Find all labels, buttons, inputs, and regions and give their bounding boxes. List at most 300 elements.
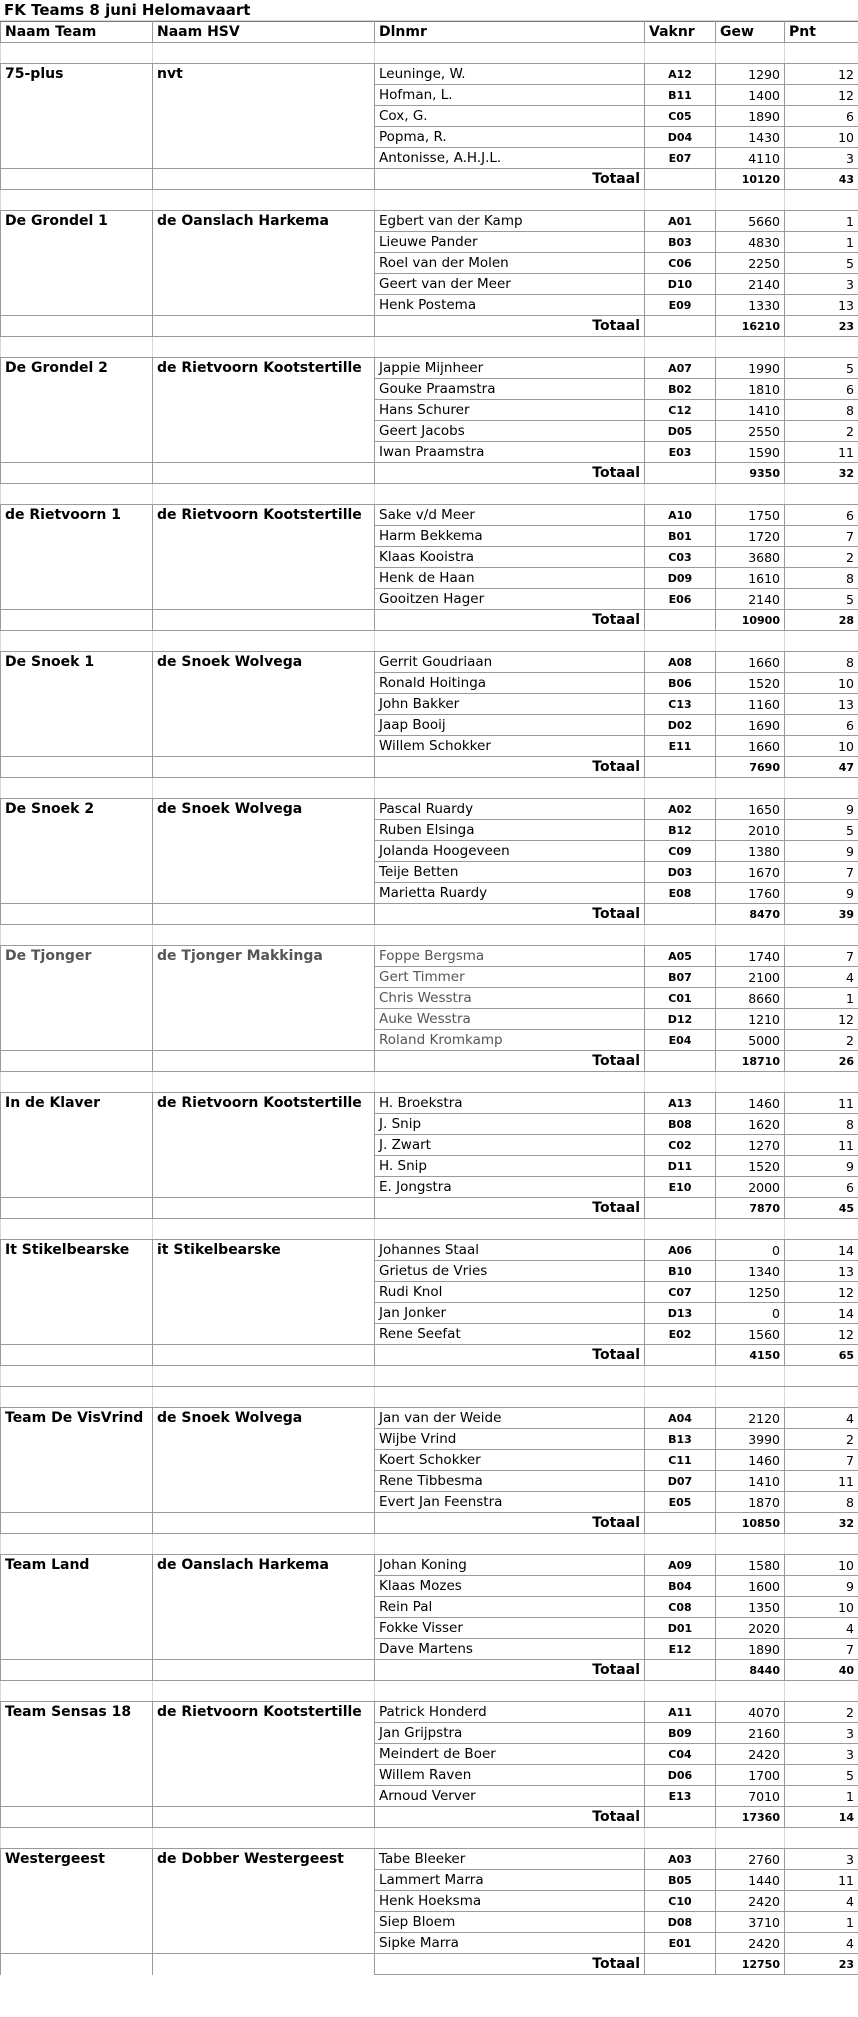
points-value: 5 [785, 358, 858, 379]
participant-row [1, 862, 858, 883]
points-value: 13 [785, 295, 858, 316]
club-cell [153, 1030, 375, 1051]
team-cell [1, 85, 153, 106]
participant-name: Ruben Elsinga [375, 820, 645, 841]
spacer-row [1, 1366, 858, 1387]
club-cell [153, 463, 375, 484]
total-weight: 7870 [716, 1198, 785, 1219]
weight-value: 3710 [716, 1912, 785, 1933]
page-title: FK Teams 8 juni Helomavaart [0, 0, 858, 21]
empty-cell [645, 1072, 716, 1093]
peg-number: B05 [645, 1870, 716, 1891]
team-cell [1, 1597, 153, 1618]
total-weight: 16210 [716, 316, 785, 337]
peg-number: A10 [645, 505, 716, 526]
team-cell [1, 547, 153, 568]
points-value: 11 [785, 442, 858, 463]
points-value: 14 [785, 1303, 858, 1324]
peg-number: B09 [645, 1723, 716, 1744]
team-name: Team De VisVrind [1, 1408, 153, 1429]
participant-row [1, 1471, 858, 1492]
club-name: de Oanslach Harkema [153, 1555, 375, 1576]
club-cell [153, 274, 375, 295]
total-label: Totaal [375, 1807, 645, 1828]
club-cell [153, 1933, 375, 1954]
peg-number: A02 [645, 799, 716, 820]
participant-row [1, 421, 858, 442]
participant-row [1, 85, 858, 106]
header-peg: Vaknr [645, 22, 716, 43]
empty-cell [716, 337, 785, 358]
club-cell [153, 1807, 375, 1828]
total-label: Totaal [375, 1345, 645, 1366]
peg-number: E03 [645, 442, 716, 463]
club-cell [153, 1429, 375, 1450]
weight-value: 1160 [716, 694, 785, 715]
weight-value: 1270 [716, 1135, 785, 1156]
points-value: 6 [785, 505, 858, 526]
team-name: De Tjonger [1, 946, 153, 967]
team-cell [1, 904, 153, 925]
weight-value: 8660 [716, 988, 785, 1009]
team-name: In de Klaver [1, 1093, 153, 1114]
peg-number: D08 [645, 1912, 716, 1933]
total-points: 32 [785, 1513, 858, 1534]
peg-number: C10 [645, 1891, 716, 1912]
club-cell [153, 1324, 375, 1345]
participant-name: Gooitzen Hager [375, 589, 645, 610]
results-table [0, 21, 858, 1975]
points-value: 5 [785, 820, 858, 841]
peg-number: D10 [645, 274, 716, 295]
club-cell [153, 883, 375, 904]
weight-value: 1210 [716, 1009, 785, 1030]
peg-number: C01 [645, 988, 716, 1009]
points-value: 7 [785, 946, 858, 967]
team-cell [1, 589, 153, 610]
empty-cell [1, 925, 153, 946]
club-cell [153, 862, 375, 883]
participant-row [1, 1765, 858, 1786]
team-cell [1, 967, 153, 988]
spacer-row [1, 1681, 858, 1702]
participant-row [1, 1492, 858, 1513]
total-weight: 8470 [716, 904, 785, 925]
points-value: 8 [785, 568, 858, 589]
total-label: Totaal [375, 169, 645, 190]
peg-number: C07 [645, 1282, 716, 1303]
spacer-row [1, 1534, 858, 1555]
club-cell [153, 421, 375, 442]
team-cell [1, 400, 153, 421]
empty-cell [153, 484, 375, 505]
spacer-row [1, 337, 858, 358]
points-value: 6 [785, 106, 858, 127]
club-cell [153, 610, 375, 631]
empty-cell [375, 1366, 645, 1387]
points-value: 8 [785, 1492, 858, 1513]
weight-value: 1460 [716, 1450, 785, 1471]
peg-number: E04 [645, 1030, 716, 1051]
team-cell [1, 610, 153, 631]
total-points: 43 [785, 169, 858, 190]
club-cell [153, 1639, 375, 1660]
weight-value: 1430 [716, 127, 785, 148]
total-row [1, 1345, 858, 1366]
participant-row [1, 106, 858, 127]
participant-name: Jappie Mijnheer [375, 358, 645, 379]
club-cell [153, 526, 375, 547]
points-value: 1 [785, 211, 858, 232]
peg-number: A12 [645, 64, 716, 85]
participant-row [1, 988, 858, 1009]
points-value: 12 [785, 64, 858, 85]
participant-row [1, 442, 858, 463]
points-value: 2 [785, 1429, 858, 1450]
team-name: De Grondel 1 [1, 211, 153, 232]
total-peg-cell [645, 1660, 716, 1681]
peg-number: B13 [645, 1429, 716, 1450]
participant-row [1, 1870, 858, 1891]
peg-number: E13 [645, 1786, 716, 1807]
team-cell [1, 1198, 153, 1219]
empty-cell [153, 631, 375, 652]
participant-row [1, 1912, 858, 1933]
total-peg-cell [645, 610, 716, 631]
club-cell [153, 379, 375, 400]
team-cell [1, 736, 153, 757]
participant-row [1, 1429, 858, 1450]
peg-number: B03 [645, 232, 716, 253]
total-row [1, 1051, 858, 1072]
weight-value: 1760 [716, 883, 785, 904]
participant-name: H. Broekstra [375, 1093, 645, 1114]
participant-name: Gouke Praamstra [375, 379, 645, 400]
empty-cell [716, 778, 785, 799]
team-cell [1, 1051, 153, 1072]
participant-row [1, 526, 858, 547]
club-cell [153, 589, 375, 610]
empty-cell [645, 1387, 716, 1408]
points-value: 14 [785, 1240, 858, 1261]
participant-name: Egbert van der Kamp [375, 211, 645, 232]
points-value: 11 [785, 1093, 858, 1114]
total-label: Totaal [375, 757, 645, 778]
peg-number: C04 [645, 1744, 716, 1765]
empty-cell [716, 1828, 785, 1849]
team-name: Team Land [1, 1555, 153, 1576]
empty-cell [153, 337, 375, 358]
team-cell [1, 757, 153, 778]
empty-cell [785, 484, 858, 505]
total-row [1, 1954, 858, 1975]
total-points: 45 [785, 1198, 858, 1219]
empty-cell [375, 925, 645, 946]
empty-cell [645, 631, 716, 652]
points-value: 9 [785, 841, 858, 862]
club-cell [153, 757, 375, 778]
team-cell [1, 1345, 153, 1366]
total-points: 40 [785, 1660, 858, 1681]
weight-value: 7010 [716, 1786, 785, 1807]
participant-row [1, 1702, 858, 1723]
weight-value: 1590 [716, 442, 785, 463]
points-value: 6 [785, 715, 858, 736]
points-value: 3 [785, 148, 858, 169]
team-cell [1, 1261, 153, 1282]
peg-number: A08 [645, 652, 716, 673]
club-cell [153, 1786, 375, 1807]
empty-cell [153, 778, 375, 799]
empty-cell [785, 778, 858, 799]
team-name: Team Sensas 18 [1, 1702, 153, 1723]
club-cell [153, 1450, 375, 1471]
peg-number: C06 [645, 253, 716, 274]
weight-value: 1410 [716, 1471, 785, 1492]
participant-row [1, 274, 858, 295]
points-value: 13 [785, 694, 858, 715]
participant-name: Henk Postema [375, 295, 645, 316]
peg-number: A01 [645, 211, 716, 232]
total-weight: 7690 [716, 757, 785, 778]
club-cell [153, 1618, 375, 1639]
weight-value: 2160 [716, 1723, 785, 1744]
participant-row [1, 1303, 858, 1324]
participant-row [1, 1093, 858, 1114]
participant-row [1, 64, 858, 85]
empty-cell [375, 190, 645, 211]
empty-cell [645, 778, 716, 799]
team-cell [1, 1744, 153, 1765]
points-value: 10 [785, 127, 858, 148]
weight-value: 2420 [716, 1891, 785, 1912]
club-cell [153, 232, 375, 253]
participant-name: E. Jongstra [375, 1177, 645, 1198]
team-cell [1, 253, 153, 274]
weight-value: 2140 [716, 274, 785, 295]
points-value: 2 [785, 1702, 858, 1723]
empty-cell [1, 1072, 153, 1093]
participant-name: Wijbe Vrind [375, 1429, 645, 1450]
empty-cell [645, 1219, 716, 1240]
empty-cell [153, 1072, 375, 1093]
total-points: 47 [785, 757, 858, 778]
club-cell [153, 1303, 375, 1324]
weight-value: 1250 [716, 1282, 785, 1303]
participant-name: Hans Schurer [375, 400, 645, 421]
total-points: 26 [785, 1051, 858, 1072]
total-row [1, 1513, 858, 1534]
points-value: 9 [785, 883, 858, 904]
participant-name: Arnoud Verver [375, 1786, 645, 1807]
empty-cell [375, 778, 645, 799]
weight-value: 1720 [716, 526, 785, 547]
peg-number: C08 [645, 1597, 716, 1618]
peg-number: E05 [645, 1492, 716, 1513]
participant-row [1, 400, 858, 421]
participant-row [1, 1261, 858, 1282]
points-value: 1 [785, 1912, 858, 1933]
team-cell [1, 1765, 153, 1786]
empty-cell [1, 1828, 153, 1849]
points-value: 1 [785, 988, 858, 1009]
peg-number: E01 [645, 1933, 716, 1954]
total-weight: 9350 [716, 463, 785, 484]
spacer-row [1, 1219, 858, 1240]
club-cell [153, 106, 375, 127]
peg-number: D06 [645, 1765, 716, 1786]
points-value: 9 [785, 799, 858, 820]
participant-row [1, 967, 858, 988]
participant-name: Jan Grijpstra [375, 1723, 645, 1744]
club-cell [153, 1345, 375, 1366]
participant-name: Klaas Mozes [375, 1576, 645, 1597]
points-value: 4 [785, 967, 858, 988]
empty-cell [153, 1681, 375, 1702]
total-peg-cell [645, 904, 716, 925]
participant-name: Rene Seefat [375, 1324, 645, 1345]
participant-row [1, 211, 858, 232]
peg-number: A09 [645, 1555, 716, 1576]
club-name: it Stikelbearske [153, 1240, 375, 1261]
points-value: 5 [785, 253, 858, 274]
spacer-row [1, 925, 858, 946]
team-cell [1, 841, 153, 862]
team-cell [1, 463, 153, 484]
header-points: Pnt [785, 22, 858, 43]
club-name: de Rietvoorn Kootstertille [153, 505, 375, 526]
peg-number: D12 [645, 1009, 716, 1030]
team-cell [1, 421, 153, 442]
participant-name: J. Snip [375, 1114, 645, 1135]
club-cell [153, 1765, 375, 1786]
total-points: 39 [785, 904, 858, 925]
team-cell [1, 1492, 153, 1513]
spacer-row [1, 778, 858, 799]
team-cell [1, 862, 153, 883]
empty-cell [153, 925, 375, 946]
points-value: 12 [785, 1009, 858, 1030]
club-cell [153, 988, 375, 1009]
peg-number: A06 [645, 1240, 716, 1261]
participant-name: Teije Betten [375, 862, 645, 883]
participant-name: Sipke Marra [375, 1933, 645, 1954]
peg-number: B02 [645, 379, 716, 400]
peg-number: D04 [645, 127, 716, 148]
team-cell [1, 1933, 153, 1954]
points-value: 7 [785, 526, 858, 547]
empty-cell [375, 1828, 645, 1849]
peg-number: C02 [645, 1135, 716, 1156]
total-points: 14 [785, 1807, 858, 1828]
club-cell [153, 1114, 375, 1135]
participant-name: Jan Jonker [375, 1303, 645, 1324]
club-cell [153, 85, 375, 106]
club-name: de Oanslach Harkema [153, 211, 375, 232]
peg-number: D11 [645, 1156, 716, 1177]
weight-value: 1340 [716, 1261, 785, 1282]
team-cell [1, 295, 153, 316]
participant-row [1, 148, 858, 169]
team-cell [1, 1513, 153, 1534]
empty-cell [785, 631, 858, 652]
club-name: de Rietvoorn Kootstertille [153, 1702, 375, 1723]
peg-number: E12 [645, 1639, 716, 1660]
total-points: 28 [785, 610, 858, 631]
header-hsv: Naam HSV [153, 22, 375, 43]
peg-number: A03 [645, 1849, 716, 1870]
team-name: 75-plus [1, 64, 153, 85]
empty-cell [785, 1534, 858, 1555]
weight-value: 1520 [716, 673, 785, 694]
weight-value: 2760 [716, 1849, 785, 1870]
participant-name: Rein Pal [375, 1597, 645, 1618]
team-cell [1, 169, 153, 190]
empty-cell [716, 1387, 785, 1408]
empty-cell [1, 1366, 153, 1387]
participant-name: John Bakker [375, 694, 645, 715]
empty-cell [785, 1387, 858, 1408]
empty-cell [153, 1219, 375, 1240]
total-weight: 12750 [716, 1954, 785, 1975]
points-value: 3 [785, 1723, 858, 1744]
weight-value: 1380 [716, 841, 785, 862]
participant-name: Geert van der Meer [375, 274, 645, 295]
club-name: de Snoek Wolvega [153, 1408, 375, 1429]
header-team: Naam Team [1, 22, 153, 43]
team-name: de Rietvoorn 1 [1, 505, 153, 526]
empty-cell [375, 337, 645, 358]
peg-number: E11 [645, 736, 716, 757]
participant-name: H. Snip [375, 1156, 645, 1177]
peg-number: B08 [645, 1114, 716, 1135]
empty-cell [645, 484, 716, 505]
team-cell [1, 442, 153, 463]
peg-number: E08 [645, 883, 716, 904]
participant-row [1, 1597, 858, 1618]
spacer-row [1, 43, 858, 64]
total-label: Totaal [375, 1660, 645, 1681]
participant-row [1, 1324, 858, 1345]
club-cell [153, 1513, 375, 1534]
peg-number: D05 [645, 421, 716, 442]
weight-value: 2420 [716, 1933, 785, 1954]
empty-cell [1, 1681, 153, 1702]
participant-row [1, 1030, 858, 1051]
empty-cell [716, 925, 785, 946]
club-cell [153, 1891, 375, 1912]
empty-cell [375, 1534, 645, 1555]
empty-cell [1, 190, 153, 211]
total-label: Totaal [375, 1954, 645, 1975]
team-cell [1, 127, 153, 148]
team-cell [1, 1723, 153, 1744]
spacer-row [1, 631, 858, 652]
total-row [1, 904, 858, 925]
total-peg-cell [645, 1051, 716, 1072]
weight-value: 1580 [716, 1555, 785, 1576]
participant-row [1, 715, 858, 736]
total-row [1, 757, 858, 778]
team-cell [1, 1891, 153, 1912]
weight-value: 1600 [716, 1576, 785, 1597]
participant-name: Harm Bekkema [375, 526, 645, 547]
peg-number: B01 [645, 526, 716, 547]
club-cell [153, 1282, 375, 1303]
club-cell [153, 1177, 375, 1198]
peg-number: C13 [645, 694, 716, 715]
club-cell [153, 253, 375, 274]
